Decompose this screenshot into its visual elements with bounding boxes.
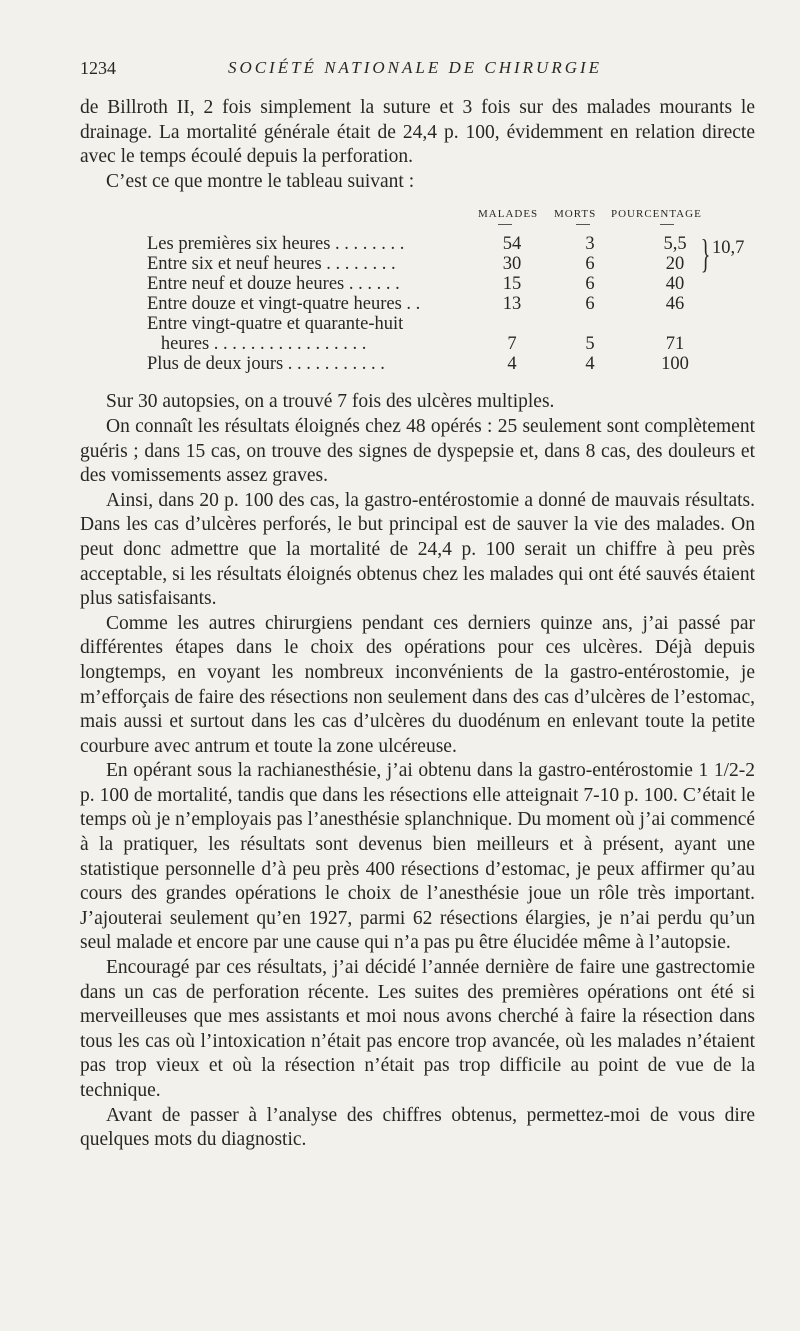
mortality-table <box>80 198 755 382</box>
cell-morts: 4 <box>585 354 595 375</box>
row-label: Plus de deux jours . . . . . . . . . . . <box>147 354 385 375</box>
cell-morts: 3 <box>585 234 595 255</box>
paragraph: En opérant sous la rachianesthésie, j’ai obtenu dans la gastro-entérostomie 1 1/2-2 p. 100 de mortalité, tandis que dans les résections elle atteignait 7-10 p. 100. C’était le temps où je n’employais pas l’anesthésie splanchnique. Du moment où j’ai commencé à la pratiquer, les résultats sont devenus bien meilleurs et à présent, ayant une statistique personnelle d’à peu près 400 résections d’estomac, je peux affirmer qu’au cours des grandes opérations le choix de l’anesthésie joue un rôle très important. J’ajouterai seulement qu’en 1927, parmi 62 résections élargies, je n’ai perdu qu’un seul malade et encore par une cause qui n’a pas pu être élucidée même à l’autopsie. <box>80 760 755 954</box>
table-row <box>147 294 787 314</box>
grouped-percentage: 10,7 <box>712 238 745 259</box>
cell-malades: 30 <box>502 254 522 275</box>
table-row <box>147 314 787 334</box>
table-row <box>147 354 787 374</box>
table-row <box>147 254 787 274</box>
cell-morts: 6 <box>585 274 595 295</box>
paragraph: On connaît les résultats éloignés chez 48 opérés : 25 seulement sont complètement guéris ; dans 15 cas, on trouve des signes de dyspepsie et, dans 8 cas, des douleurs et des vomissements assez graves. <box>80 415 755 487</box>
row-label: Les premières six heures . . . . . . . . <box>147 234 405 255</box>
table-row <box>147 274 787 294</box>
table-row <box>147 334 787 354</box>
cell-pourcentage: 71 <box>665 334 685 355</box>
table-row <box>147 234 787 254</box>
cell-malades: 15 <box>502 274 522 295</box>
cell-malades: 13 <box>502 294 522 315</box>
paragraph: Ainsi, dans 20 p. 100 des cas, la gastro-entérostomie a donné de mauvais résultats. Dans les cas d’ulcères perforés, le but principal est de sauver la vie des malades. On peut donc admettre que la mortalité de 24,4 p. 100 serait un chiffre à peu près acceptable, si les résultats éloignés obtenus chez les malades qui ont été sauvés étaient plus satisfaisants. <box>80 489 755 610</box>
body-text <box>80 96 755 1153</box>
row-label: Entre vingt-quatre et quarante-huit <box>147 314 404 335</box>
running-title: SOCIÉTÉ NATIONALE DE CHIRURGIE <box>227 58 603 77</box>
column-header-morts: MORTS <box>554 208 597 221</box>
column-header-malades: MALADES <box>478 208 539 221</box>
paragraph: Comme les autres chirurgiens pendant ces derniers quinze ans, j’ai passé par différentes étapes dans le choix des opérations pour ces ulcères. Déjà depuis longtemps, en voyant les nombreux inconvénients de la gastro-entérostomie, je m’efforçais de faire des résections non seulement dans des cas d’ulcères de l’estomac, mais aussi et surtout dans les cas d’ulcères du duodénum en enlevant toute la petite courbure avec antrum et toute la zone ulcéreuse. <box>80 612 755 757</box>
column-rule <box>498 224 512 225</box>
cell-pourcentage: 20 <box>665 254 685 275</box>
cell-pourcentage: 5,5 <box>663 234 687 255</box>
cell-malades: 7 <box>507 334 517 355</box>
row-label: Entre douze et vingt-quatre heures . . <box>147 294 421 315</box>
paragraph: Encouragé par ces résultats, j’ai décidé l’année dernière de faire une gastrectomie dans un cas de perforation récente. Les suites des premières opérations ont été si merveilleuses que mes assistants et moi nous avons cherché à faire la résection dans tous les cas où l’intoxication n’était pas encore trop avancée, où les malades n’étaient pas trop vieux et où la résection n’était pas trop difficile au point de vue de la technique. <box>80 957 755 1101</box>
grouping-brace: } <box>700 231 711 277</box>
table-intro-paragraph: C’est ce que montre le tableau suivant : <box>106 170 415 192</box>
paragraph: Sur 30 autopsies, on a trouvé 7 fois des ulcères multiples. <box>106 391 555 413</box>
row-label: Entre neuf et douze heures . . . . . . <box>147 274 400 295</box>
cell-pourcentage: 40 <box>665 274 685 295</box>
paragraph: Avant de passer à l’analyse des chiffres obtenus, permettez-moi de vous dire quelques mots du diagnostic. <box>80 1104 755 1151</box>
cell-morts: 5 <box>585 334 595 355</box>
paragraph-continuation: de Billroth II, 2 fois simplement la suture et 3 fois sur des malades mourants le drainage. La mortalité générale était de 24,4 p. 100, évidemment en relation directe avec le temps écoulé depuis la perforation. <box>80 97 755 168</box>
column-header-pourcentage: POURCENTAGE <box>611 208 702 221</box>
row-label: heures . . . . . . . . . . . . . . . . . <box>147 334 367 355</box>
cell-pourcentage: 100 <box>661 354 689 375</box>
cell-malades: 4 <box>507 354 517 375</box>
column-rule <box>576 224 590 225</box>
page-header <box>80 58 750 82</box>
page-number: 1234 <box>80 58 116 78</box>
cell-malades: 54 <box>502 234 522 255</box>
column-rule <box>660 224 674 225</box>
cell-pourcentage: 46 <box>665 294 685 315</box>
cell-morts: 6 <box>585 294 595 315</box>
row-label: Entre six et neuf heures . . . . . . . . <box>147 254 396 275</box>
cell-morts: 6 <box>585 254 595 275</box>
